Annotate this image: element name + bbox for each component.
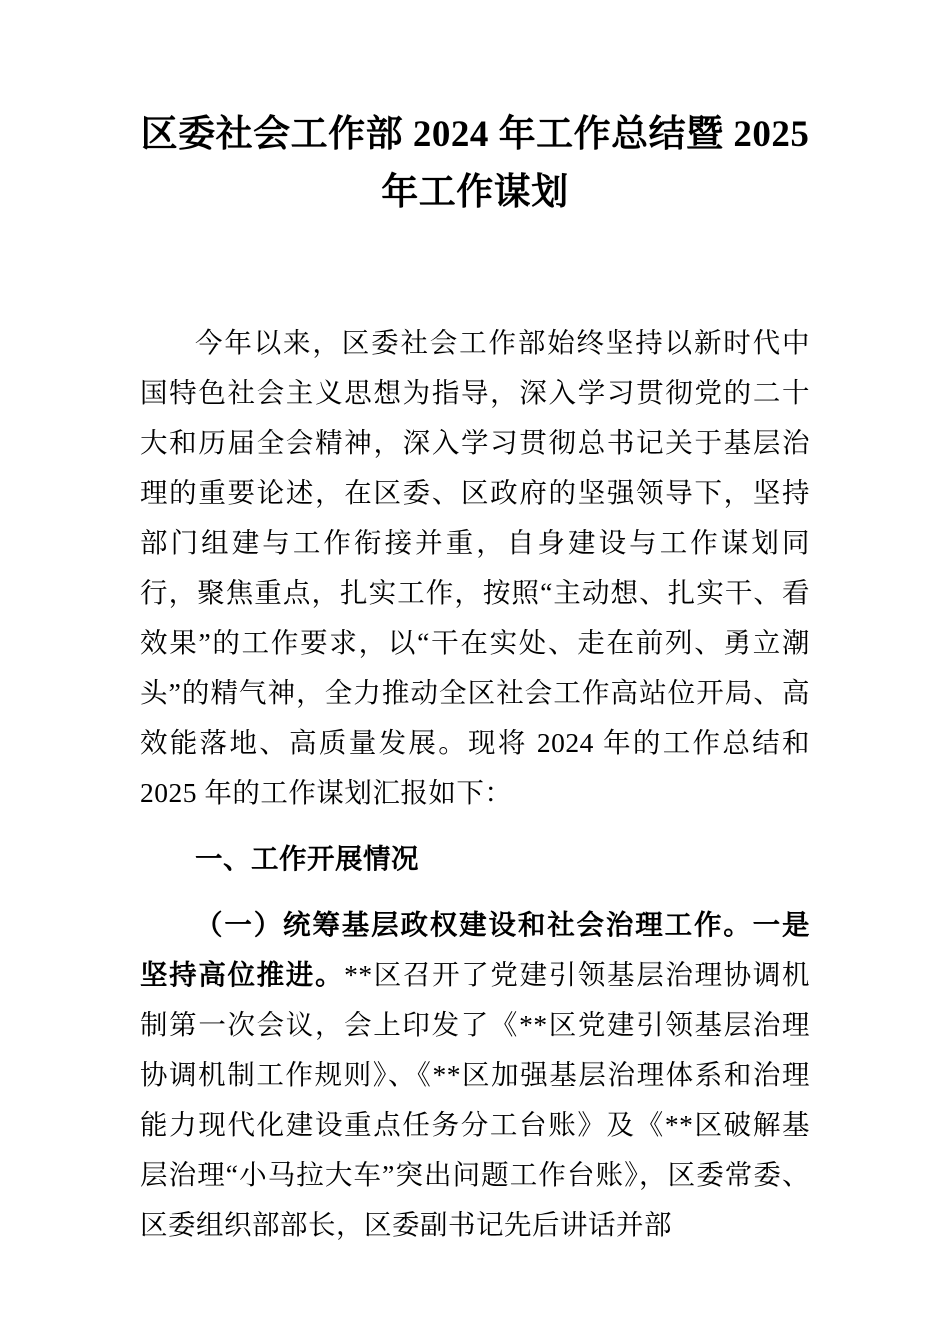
document-title: 区委社会工作部 2024 年工作总结暨 2025 年工作谋划 [140,114,810,213]
section-1-heading: 一、工作开展情况 [195,843,419,874]
intro-paragraph: 今年以来，区委社会工作部始终坚持以新时代中国特色社会主义思想为指导，深入学习贯彻党的二十大和历届全会精神，深入学习贯彻总书记关于基层治理的重要论述，在区委、区政府的坚强领导下，坚持部门组建与工作衔接并重，自身建设与工作谋划同行，聚焦重点，扎实工作，按照“主动想、扎实干、看效果”的工作要求，以“干在实处、走在前列、勇立潮头”的精气神，全力推动全区社会工作高站位开局、高效能落地、高质量发展。现将 2024 年的工作总结和 2025 年的工作谋划汇报如下： [140,327,810,808]
paragraph-lead-bold: （一）统筹基层政权建设和社会治理工作。一是坚持高位推进。 [140,909,810,990]
section-1-paragraph-1 [140,900,810,1250]
paragraph-body-text: **区召开了党建引领基层治理协调机制第一次会议，会上印发了《**区党建引领基层治理协调机制工作规则》、《**区加强基层治理体系和治理能力现代化建设重点任务分工台账》及《**区破解基层治理“小马拉大车”突出问题工作台账》，区委常委、区委组织部部长，区委副书记先后讲话并部 [140,959,811,1240]
